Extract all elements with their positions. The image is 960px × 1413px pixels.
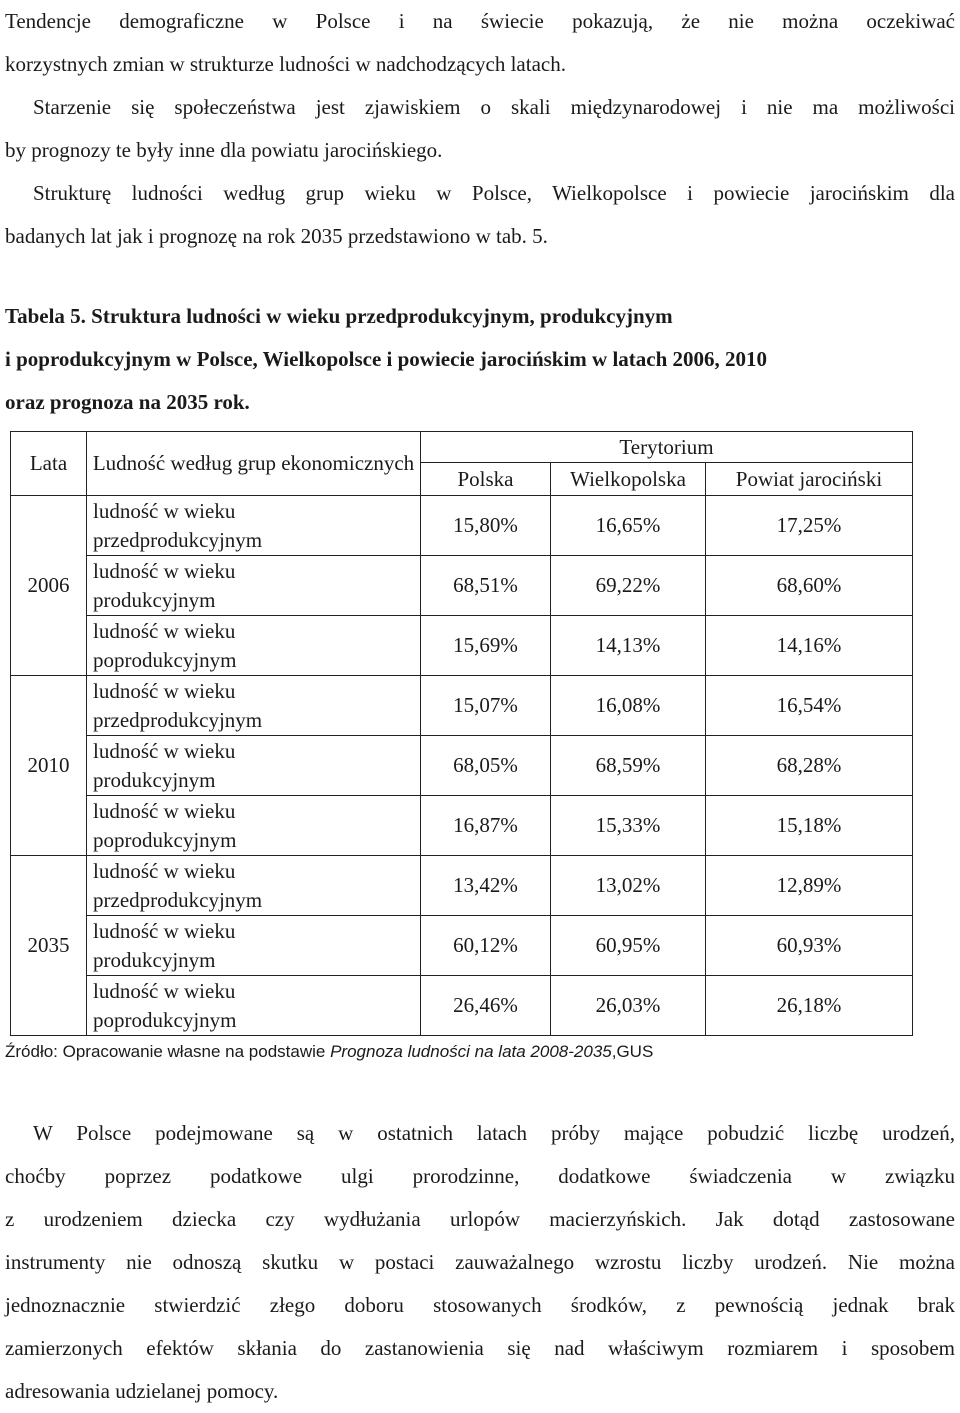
table-row [11,976,913,1036]
outro-line: choćby poprzez podatkowe ulgi prorodzinne, dodatkowe świadczenia w związku [5,1164,955,1188]
outro-line: jednoznacznie stwierdzić złego doboru stosowanych środków, z pewnością jednak brak [5,1293,955,1317]
value-cell: 68,60% [706,556,913,616]
source-title: Prognoza ludności na lata 2008-2035 [330,1042,612,1061]
header-territory: Terytorium [421,432,913,463]
value-cell: 68,28% [706,736,913,796]
header-year: Lata [11,432,87,496]
group-prefix: ludność w wieku [93,618,236,643]
value-cell: 16,54% [706,676,913,736]
group-name: produkcyjnym [93,767,216,792]
group-cell [87,976,421,1036]
source-prefix: Źródło: Opracowanie własne na podstawie [5,1042,331,1061]
group-cell [87,616,421,676]
group-cell [87,856,421,916]
group-name: poprodukcyjnym [93,1007,237,1032]
value-cell: 26,46% [421,976,551,1036]
table-row [11,916,913,976]
value-cell: 15,07% [421,676,551,736]
source-note [5,1042,653,1062]
value-cell: 15,69% [421,616,551,676]
table-row [11,676,913,736]
group-prefix: ludność w wieku [93,858,236,883]
header-wielkopolska: Wielkopolska [551,463,706,496]
outro-line: zamierzonych efektów skłania do zastanowienia się nad właściwym rozmiarem i sposobem [5,1336,955,1360]
source-suffix: ,GUS [611,1042,654,1061]
group-prefix: ludność w wieku [93,678,236,703]
intro-line: Strukturę ludności według grup wieku w Polsce, Wielkopolsce i powiecie jarocińskim dla [33,181,955,205]
table-row [11,856,913,916]
group-prefix: ludność w wieku [93,798,236,823]
value-cell: 16,08% [551,676,706,736]
value-cell: 13,42% [421,856,551,916]
group-name: poprodukcyjnym [93,827,237,852]
value-cell: 68,59% [551,736,706,796]
value-cell: 16,65% [551,496,706,556]
intro-paragraph [5,0,955,258]
value-cell: 68,51% [421,556,551,616]
group-prefix: ludność w wieku [93,498,236,523]
group-name: przedprodukcyjnym [93,707,263,732]
group-name: poprodukcyjnym [93,647,237,672]
year-cell: 2006 [11,496,87,676]
table-row [11,616,913,676]
value-cell: 17,25% [706,496,913,556]
intro-line: Tendencje demograficzne w Polsce i na świecie pokazują, że nie można oczekiwać [5,9,955,33]
header-polska: Polska [421,463,551,496]
group-prefix: ludność w wieku [93,978,236,1003]
outro-paragraph [5,1112,955,1413]
value-cell: 60,93% [706,916,913,976]
header-group: Ludność według grup ekonomicznych [87,432,421,496]
population-structure-table [10,431,913,1036]
value-cell: 14,13% [551,616,706,676]
table-row [11,496,913,556]
group-prefix: ludność w wieku [93,738,236,763]
intro-line: by prognozy te były inne dla powiatu jarocińskiego. [5,138,443,162]
group-name: przedprodukcyjnym [93,527,263,552]
group-name: produkcyjnym [93,587,216,612]
year-cell: 2010 [11,676,87,856]
group-prefix: ludność w wieku [93,558,236,583]
group-name: produkcyjnym [93,947,216,972]
value-cell: 15,80% [421,496,551,556]
outro-line: W Polsce podejmowane są w ostatnich latach próby mające pobudzić liczbę urodzeń, [33,1121,955,1145]
value-cell: 15,18% [706,796,913,856]
outro-line: instrumenty nie odnoszą skutku w postaci zauważalnego wzrostu liczby urodzeń. Nie można [5,1250,955,1274]
intro-line: Starzenie się społeczeństwa jest zjawiskiem o skali międzynarodowej i nie ma możliwości [33,95,955,119]
value-cell: 60,95% [551,916,706,976]
value-cell: 15,33% [551,796,706,856]
value-cell: 60,12% [421,916,551,976]
caption-line: Tabela 5. Struktura ludności w wieku przedprodukcyjnym, produkcyjnym [5,304,673,328]
value-cell: 13,02% [551,856,706,916]
group-cell [87,736,421,796]
table-row [11,736,913,796]
group-cell [87,676,421,736]
table-row [11,556,913,616]
header-powiat: Powiat jarociński [706,463,913,496]
caption-line: i poprodukcyjnym w Polsce, Wielkopolsce i powiecie jarocińskim w latach 2006, 2010 [5,347,768,371]
group-cell [87,556,421,616]
group-cell [87,916,421,976]
group-cell [87,496,421,556]
outro-line: adresowania udzielanej pomocy. [5,1379,279,1403]
value-cell: 26,18% [706,976,913,1036]
group-name: przedprodukcyjnym [93,887,263,912]
intro-line: badanych lat jak i prognozę na rok 2035 przedstawiono w tab. 5. [5,224,548,248]
value-cell: 16,87% [421,796,551,856]
group-prefix: ludność w wieku [93,918,236,943]
value-cell: 14,16% [706,616,913,676]
intro-line: korzystnych zmian w strukturze ludności w nadchodzących latach. [5,52,566,76]
table-row [11,796,913,856]
outro-line: z urodzeniem dziecka czy wydłużania urlopów macierzyńskich. Jak dotąd zastosowane [5,1207,955,1231]
value-cell: 68,05% [421,736,551,796]
value-cell: 69,22% [551,556,706,616]
value-cell: 26,03% [551,976,706,1036]
year-cell: 2035 [11,856,87,1036]
group-cell [87,796,421,856]
caption-line: oraz prognoza na 2035 rok. [5,390,250,414]
value-cell: 12,89% [706,856,913,916]
table-caption [5,295,955,424]
